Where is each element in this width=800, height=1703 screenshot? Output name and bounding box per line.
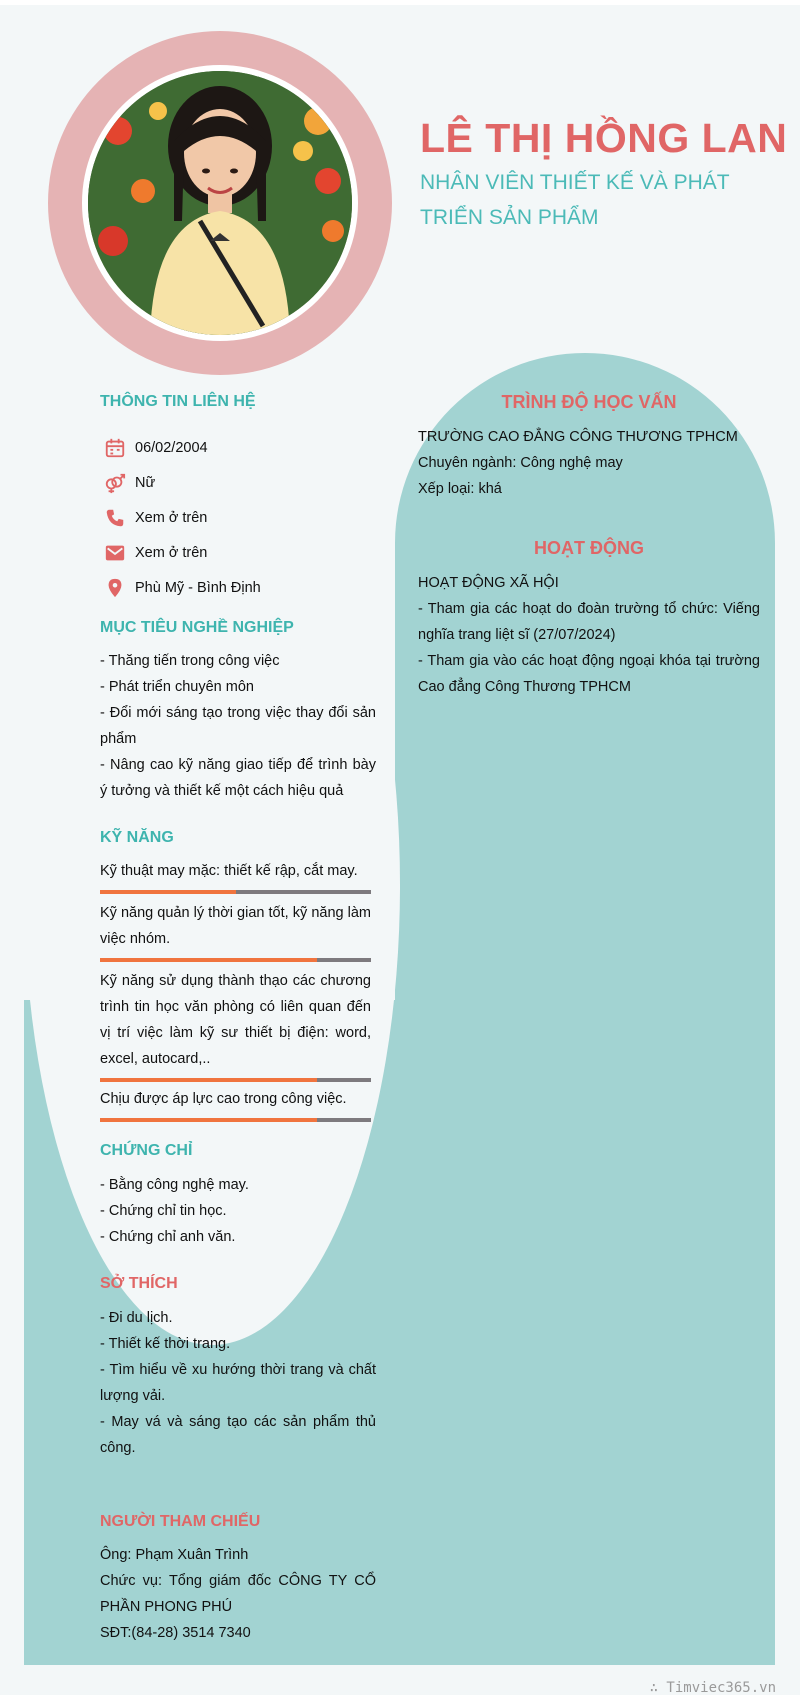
reference-position: Chức vụ: Tổng giám đốc CÔNG TY CỔ PHẦN PHONG PHÚ: [100, 1573, 376, 1615]
education-major: Chuyên ngành: Công nghệ may: [418, 455, 623, 471]
phone-icon: [103, 506, 127, 530]
skill-bar: [100, 1118, 371, 1122]
skill-item: [100, 968, 371, 1082]
objective-item: - Nâng cao kỹ năng giao tiếp để trình bày ý tưởng và thiết kế một cách hiệu quả: [100, 757, 376, 799]
avatar: [88, 71, 352, 335]
objective-list: [100, 648, 376, 804]
location-icon: [103, 576, 127, 600]
activity-item: - Tham gia vào các hoạt động ngoại khóa tại trường Cao đẳng Công Thương TPHCM: [418, 653, 760, 695]
skill-text: Chịu được áp lực cao trong công việc.: [100, 1091, 347, 1107]
skill-bar-fill: [100, 958, 317, 962]
birthday-value: 06/02/2004: [135, 440, 208, 456]
activities-block: [418, 570, 760, 700]
certificate-item: - Chứng chỉ tin học.: [100, 1203, 227, 1219]
skill-item: [100, 858, 371, 894]
contact-address: [103, 573, 261, 603]
skill-bar: [100, 1078, 371, 1082]
job-title: NHÂN VIÊN THIẾT KẾ VÀ PHÁT TRIỂN SẢN PHẨM: [420, 171, 730, 229]
certificate-item: - Chứng chỉ anh văn.: [100, 1229, 236, 1245]
contact-phone: [103, 503, 207, 533]
hobby-item: - Đi du lịch.: [100, 1310, 173, 1326]
education-title: TRÌNH ĐỘ HỌC VẤN: [501, 392, 677, 412]
certificate-item: - Bằng công nghệ may.: [100, 1177, 249, 1193]
calendar-icon: [103, 436, 127, 460]
objective-title: MỤC TIÊU NGHỀ NGHIỆP: [100, 619, 294, 636]
hobby-item: - Thiết kế thời trang.: [100, 1336, 231, 1352]
activities-title: HOẠT ĐỘNG: [534, 538, 644, 558]
contact-gender: [103, 468, 155, 498]
candidate-name: LÊ THỊ HỒNG LAN: [420, 115, 788, 161]
avatar-ring: [48, 31, 392, 375]
avatar-frame: [82, 65, 358, 341]
contact-email: [103, 538, 207, 568]
skill-bar-fill: [100, 1118, 317, 1122]
activities-heading: HOẠT ĐỘNG XÃ HỘI: [418, 575, 559, 591]
cv-page: [0, 5, 800, 1695]
references-block: [100, 1542, 376, 1646]
gender-icon: [103, 471, 127, 495]
education-block: [418, 424, 760, 502]
address-value: Phù Mỹ - Bình Định: [135, 580, 261, 596]
skill-bar: [100, 890, 371, 894]
hobby-item: - Tìm hiểu về xu hướng thời trang và chất lượng vải.: [100, 1362, 376, 1404]
objective-item: - Đổi mới sáng tạo trong việc thay đổi sản phẩm: [100, 705, 376, 747]
email-value: Xem ở trên: [135, 545, 208, 561]
avatar-illustration: [88, 71, 352, 335]
hobbies-list: [100, 1305, 376, 1461]
watermark: ∴ Timviec365.vn: [649, 1680, 776, 1696]
skills-title: KỸ NĂNG: [100, 829, 174, 846]
objective-item: - Phát triển chuyên môn: [100, 679, 254, 695]
education-school: TRƯỜNG CAO ĐẲNG CÔNG THƯƠNG TPHCM: [418, 429, 738, 445]
hobbies-title: SỞ THÍCH: [100, 1275, 178, 1292]
certificates-list: [100, 1172, 376, 1250]
phone-value: Xem ở trên: [135, 510, 208, 526]
contact-title: THÔNG TIN LIÊN HỆ: [100, 393, 256, 410]
skill-text: Kỹ thuật may mặc: thiết kế rập, cắt may.: [100, 863, 358, 879]
contact-birthday: [103, 433, 208, 463]
email-icon: [103, 541, 127, 565]
activity-item: - Tham gia các hoạt do đoàn trường tổ chức: Viếng nghĩa trang liệt sĩ (27/07/2024): [418, 601, 760, 643]
skill-item: [100, 900, 371, 962]
certificates-title: CHỨNG CHỈ: [100, 1142, 193, 1159]
gender-value: Nữ: [135, 475, 156, 491]
reference-phone: SĐT:(84-28) 3514 7340: [100, 1625, 251, 1641]
references-title: NGƯỜI THAM CHIẾU: [100, 1513, 261, 1530]
hobby-item: - May vá và sáng tạo các sản phẩm thủ công.: [100, 1414, 376, 1456]
reference-name: Ông: Phạm Xuân Trình: [100, 1547, 249, 1563]
skill-bar: [100, 958, 371, 962]
skill-item: [100, 1086, 371, 1122]
objective-item: - Thăng tiến trong công việc: [100, 653, 280, 669]
skill-bar-fill: [100, 1078, 317, 1082]
skill-bar-fill: [100, 890, 236, 894]
education-rank: Xếp loại: khá: [418, 481, 502, 497]
skill-text: Kỹ năng sử dụng thành thạo các chương trình tin học văn phòng có liên quan đến vị trí việc làm kỹ sư thiết bị điện: word, excel, autocard,..: [100, 973, 371, 1067]
skill-text: Kỹ năng quản lý thời gian tốt, kỹ năng làm việc nhóm.: [100, 905, 371, 947]
